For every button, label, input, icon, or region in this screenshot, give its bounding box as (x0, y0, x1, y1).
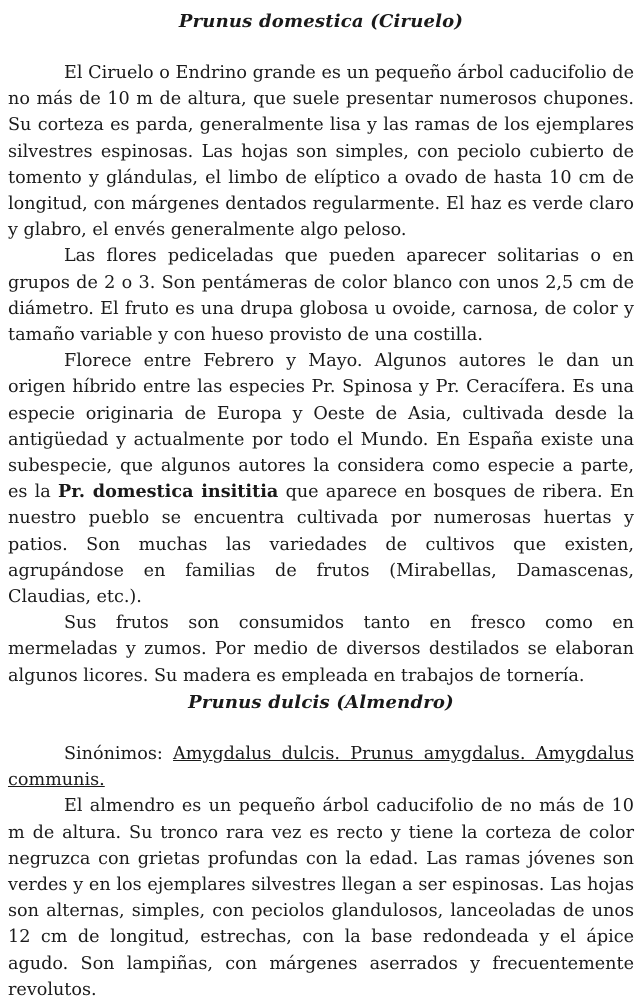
paragraph-description: El Ciruelo o Endrino grande es un pequeño árbol caducifolio de no más de 10 m de altura, que suele presentar numerosos chupones. Su corteza es parda, generalmente lisa y las ramas de los ejemplares silvestres espinosas. Las hojas son simples, con peciolo cubierto de tomento y glándulas, el limbo de elíptico a ovado de hasta 10 cm de longitud, con márgenes dentados regularmente. El haz es verde claro y glabro, el envés generalmente algo peloso. (8, 63, 634, 241)
origin-text-start: Florece entre Febrero y Mayo. Algunos autores le dan un origen híbrido entre las especies Pr. Spinosa y Pr. Ceracífera. Es una especie originaria de Europa y Oeste de Asia, cultivada desde la antigüedad y actualmente por todo el Mundo. En España existe una subespecie, que algunos autores la considera como especie a parte, es la (8, 351, 634, 503)
section-title-ciruelo: Prunus domestica (Ciruelo) (178, 11, 464, 32)
paragraph-uses: Sus frutos son consumidos tanto en fresco como en mermeladas y zumos. Por medio de diversos destilados se elaboran algunos licores. Su madera es empleada en trabajos de tornería. (8, 613, 634, 686)
paragraph-flowers: Las flores pediceladas que pueden aparecer solitarias o en grupos de 2 o 3. Son pentámeras de color blanco con unos 2,5 cm de diámetro. El fruto es una drupa globosa u ovoide, carnosa, de color y tamaño variable y con hueso provisto de una costilla. (8, 246, 634, 346)
origin-text-end: que aparece en bosques de ribera. En nuestro pueblo se encuentra cultivada por numerosas huertas y patios. Son muchas las variedades de cultivos que existen, agrupándose en familias de frutos (Mirabellas, Damascenas, Claudias, etc.). (8, 482, 634, 608)
paragraph-synonyms (8, 741, 634, 793)
paragraph-almendro-description: El almendro es un pequeño árbol caducifolio de no más de 10 m de altura. Su tronco rara vez es recto y tiene la corteza de color negruzca con grietas profundas con la edad. Las ramas jóvenes son verdes y en los ejemplares silvestres llegan a ser espinosas. Las hojas son alternas, simples, con peciolos glandulosos, lanceoladas de unos 12 cm de longitud, estrechas, con la base redondeada y el ápice agudo. Son lampiñas, con márgenes aserrados y frecuentemente revolutos. (8, 796, 634, 1000)
paragraph-origin (8, 348, 634, 610)
section-body-ciruelo (8, 60, 634, 689)
synonyms-label: Sinónimos: (64, 744, 163, 764)
section-body-almendro (8, 741, 634, 1003)
subspecies-name: Pr. domestica insititia (58, 481, 279, 503)
section-title-almendro: Prunus dulcis (Almendro) (188, 692, 454, 713)
synonyms-list: Amygdalus dulcis. Prunus amygdalus. Amygdalus communis. (8, 744, 634, 791)
